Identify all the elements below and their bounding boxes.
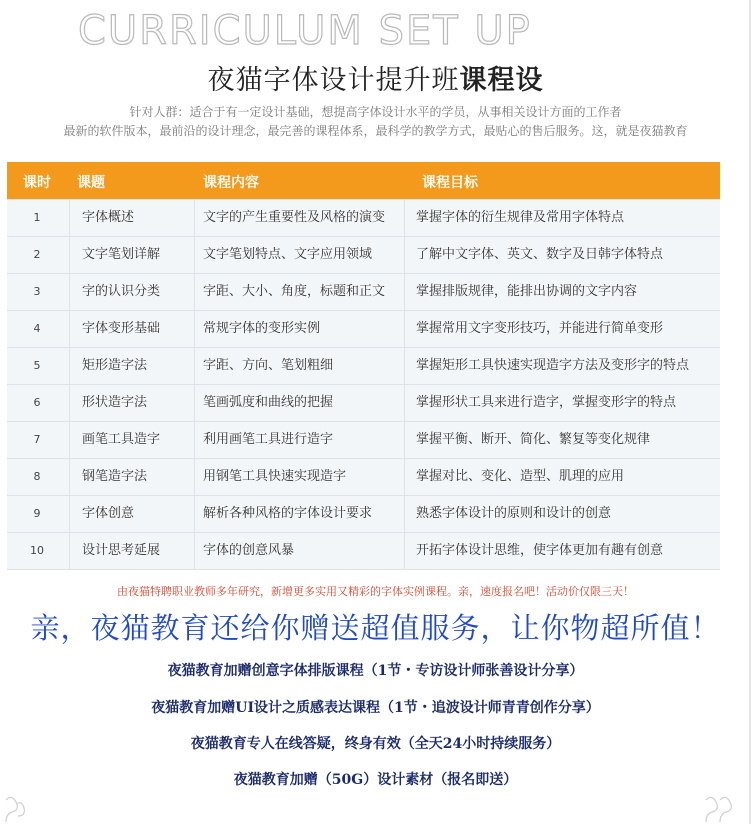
lesson-number: 2 <box>33 248 41 261</box>
lesson-number: 7 <box>33 433 41 446</box>
col-header-goal: 课程目标 <box>422 175 478 191</box>
lesson-topic: 字体变形基础 <box>69 311 206 347</box>
lesson-goal: 掌握矩形工具快速实现造字方法及变形字的特点 <box>404 348 722 384</box>
lesson-goal: 掌握对比、变化、造型、肌理的应用 <box>404 459 722 495</box>
lesson-topic: 字体创意 <box>69 496 206 532</box>
lesson-content: 字距、大小、角度，标题和正文 <box>194 274 413 310</box>
lesson-number: 3 <box>33 285 41 298</box>
table-row <box>7 495 720 532</box>
lesson-goal: 掌握字体的衍生规律及常用字体特点 <box>404 200 722 236</box>
lesson-content: 常规字体的变形实例 <box>194 311 413 347</box>
lesson-topic: 字体概述 <box>69 200 206 236</box>
lesson-goal: 掌握排版规律，能排出协调的文字内容 <box>404 274 722 310</box>
bottom-left-ornament-icon <box>2 796 34 824</box>
table-header <box>7 162 720 199</box>
service-item: 夜猫教育加赠UI设计之质感表达课程（1节・追波设计师青青创作分享） <box>151 700 600 716</box>
intro-audience: 针对人群：适合于有一定设计基础，想提高字体设计水平的学员，从事相关设计方面的工作者 <box>129 105 622 119</box>
lesson-topic: 钢笔造字法 <box>69 459 206 495</box>
lesson-content: 利用画笔工具进行造字 <box>194 422 413 458</box>
lesson-content: 文字的产生重要性及风格的演变 <box>194 200 413 236</box>
table-row <box>7 421 720 458</box>
table-row <box>7 384 720 421</box>
lesson-content: 字体的创意风暴 <box>194 533 413 569</box>
table-row <box>7 273 720 310</box>
lesson-goal: 掌握常用文字变形技巧，并能进行简单变形 <box>404 311 722 347</box>
table-row <box>7 458 720 495</box>
promo-heading: 亲，夜猫教育还给你赠送超值服务，让你物超所值！ <box>30 611 721 645</box>
table-row <box>7 532 720 570</box>
lesson-topic: 形状造字法 <box>69 385 206 421</box>
lesson-topic: 字的认识分类 <box>69 274 206 310</box>
english-heading-text: CURRICULUM SET UP <box>78 8 532 50</box>
lesson-topic: 矩形造字法 <box>69 348 206 384</box>
lesson-content: 笔画弧度和曲线的把握 <box>194 385 413 421</box>
lesson-goal: 掌握形状工具来进行造字，掌握变形字的特点 <box>404 385 722 421</box>
lesson-goal: 开拓字体设计思维，使字体更加有趣有创意 <box>404 533 722 569</box>
title-bold: 课程设 <box>459 65 544 96</box>
table-row <box>7 310 720 347</box>
lesson-goal: 了解中文字体、英文、数字及日韩字体特点 <box>404 237 722 273</box>
intro-slogan: 最新的软件版本，最前沿的设计理念，最完善的课程体系，最科学的教学方式，最贴心的售后服务。这，就是夜猫教育 <box>63 124 688 138</box>
lesson-number: 6 <box>33 396 41 409</box>
lesson-content: 用钢笔工具快速实现造字 <box>194 459 413 495</box>
lesson-topic: 文字笔划详解 <box>69 237 206 273</box>
service-item: 夜猫教育加赠创意字体排版课程（1节・专访设计师张善设计分享） <box>167 663 584 679</box>
lesson-number: 8 <box>33 470 41 483</box>
col-header-content: 课程内容 <box>203 175 259 191</box>
table-row <box>7 347 720 384</box>
service-item: 夜猫教育加赠（50G）设计素材（报名即送） <box>233 772 518 788</box>
lesson-content: 文字笔划特点、文字应用领域 <box>194 237 413 273</box>
course-note: 由夜猫特聘职业教师多年研究，新增更多实用又精彩的字体实例课程。亲，速度报名吧！活动价仅限三天！ <box>117 585 634 598</box>
col-header-topic: 课题 <box>77 175 105 191</box>
col-header-hours: 课时 <box>23 175 51 191</box>
lesson-goal: 掌握平衡、断开、简化、繁复等变化规律 <box>404 422 722 458</box>
table-row <box>7 199 720 236</box>
lesson-content: 解析各种风格的字体设计要求 <box>194 496 413 532</box>
title-regular: 夜猫字体设计提升班 <box>207 65 460 96</box>
curriculum-table <box>7 162 720 570</box>
lesson-number: 5 <box>33 359 41 372</box>
lesson-goal: 熟悉字体设计的原则和设计的创意 <box>404 496 722 532</box>
lesson-number: 9 <box>33 507 41 520</box>
table-row <box>7 236 720 273</box>
lesson-topic: 设计思考延展 <box>69 533 206 569</box>
service-item: 夜猫教育专人在线答疑，终身有效（全天24小时持续服务） <box>190 736 561 752</box>
english-heading <box>78 6 618 50</box>
lesson-content: 字距、方向、笔划粗细 <box>194 348 413 384</box>
lesson-number: 4 <box>33 322 41 335</box>
table-body <box>7 199 720 570</box>
bottom-right-ornament-icon <box>700 796 740 824</box>
page-title <box>0 58 751 97</box>
lesson-number: 10 <box>30 544 44 557</box>
lesson-topic: 画笔工具造字 <box>69 422 206 458</box>
lesson-number: 1 <box>33 211 41 224</box>
